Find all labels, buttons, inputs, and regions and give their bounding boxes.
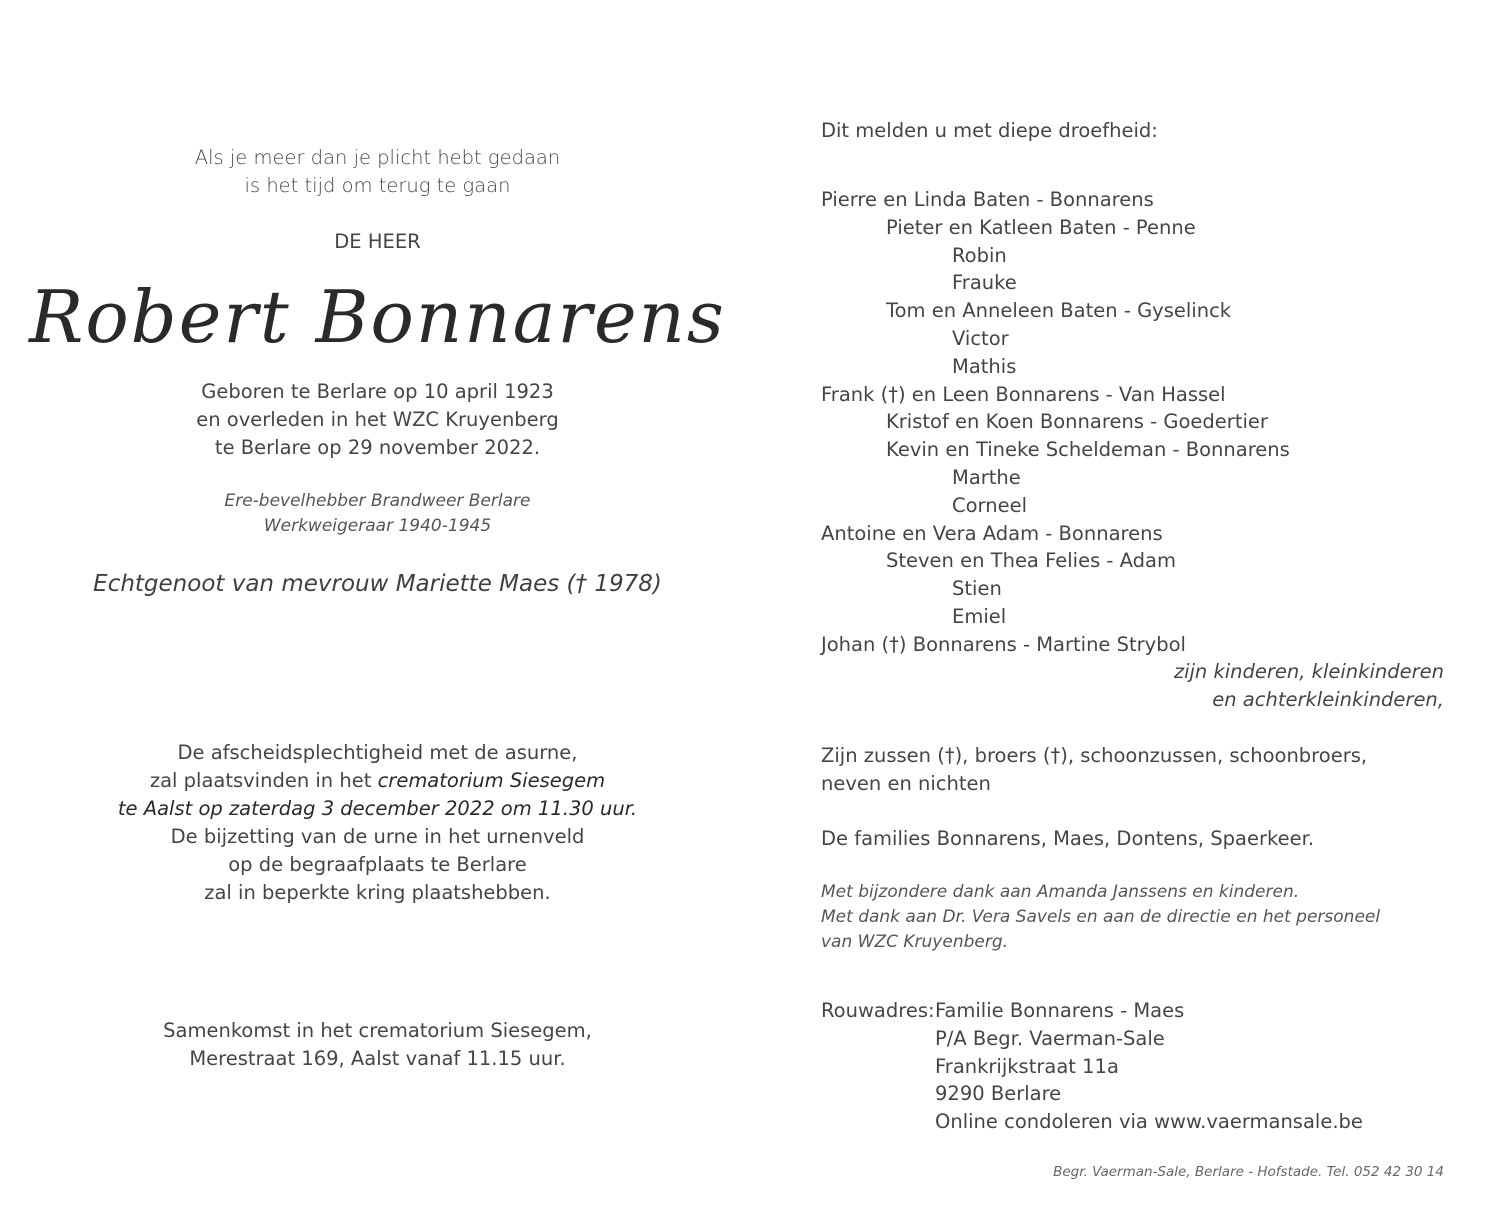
siblings	[821, 742, 1367, 798]
family-member: Kristof en Koen Bonnarens - Goedertier	[886, 410, 1268, 434]
family-member: Antoine en Vera Adam - Bonnarens	[821, 521, 1163, 545]
family-member: Frank (†) en Leen Bonnarens - Van Hassel	[821, 382, 1226, 406]
mourning-address	[821, 997, 1363, 1136]
address-line: P/A Begr. Vaerman-Sale	[935, 1026, 1165, 1050]
family-member: Frauke	[952, 271, 1017, 295]
family-member: Corneel	[952, 493, 1027, 517]
family-member: Victor	[952, 326, 1009, 350]
siblings-line: Zijn zussen (†), broers (†), schoonzussen, schoonbroers,	[821, 744, 1368, 767]
funeral-home-footer: Begr. Vaerman-Sale, Berlare - Hofstade. Tel. 052 42 30 14	[1053, 1164, 1444, 1180]
family-member: Mathis	[952, 354, 1017, 378]
deceased-name: Robert Bonnarens	[29, 275, 726, 359]
crematorium-name: crematorium Siesegem	[377, 769, 606, 792]
address-line	[821, 997, 1363, 1025]
dates-line: Geboren te Berlare op 10 april 1923	[201, 380, 554, 403]
ceremony-line: op de begraafplaats te Berlare	[228, 853, 527, 876]
spouse-line	[0, 568, 755, 600]
relations-caption	[1174, 658, 1444, 714]
siblings-line: neven en nichten	[821, 772, 991, 795]
family-member: Kevin en Tineke Scheldeman - Bonnarens	[886, 438, 1290, 462]
family-member: Tom en Anneleen Baten - Gyselinck	[886, 299, 1232, 323]
honorific-title	[0, 228, 755, 256]
birth-death-dates	[0, 378, 755, 462]
spouse-text: Echtgenoot van mevrouw Mariette Maes († 1978)	[93, 571, 662, 597]
family-list	[821, 186, 1461, 659]
gathering-line: Merestraat 169, Aalst vanaf 11.15 uur.	[189, 1047, 566, 1070]
acknowledgements	[821, 880, 1380, 955]
honors-line: Ere-bevelhebber Brandweer Berlare	[224, 491, 531, 511]
address-value: Familie Bonnarens - Maes	[935, 999, 1185, 1022]
honors-line: Werkweigeraar 1940-1945	[263, 516, 492, 536]
family-member: Pierre en Linda Baten - Bonnarens	[821, 188, 1154, 211]
family-member: Emiel	[952, 604, 1007, 628]
family-member: Robin	[952, 243, 1007, 267]
address-line: 9290 Berlare	[935, 1082, 1062, 1106]
family-member: Johan (†) Bonnarens - Martine Strybol	[821, 632, 1186, 656]
dates-line: te Berlare op 29 november 2022.	[214, 436, 541, 459]
thanks-line: Met bijzondere dank aan Amanda Janssens en kinderen.	[821, 882, 1300, 902]
gathering-details	[0, 1017, 755, 1073]
ceremony-line: De bijzetting van de urne in het urnenveld	[170, 825, 585, 848]
thanks-line: van WZC Kruyenberg.	[821, 932, 1009, 952]
honors	[0, 489, 755, 539]
ceremony-line: zal in beperkte kring plaatshebben.	[204, 881, 551, 904]
ceremony-details	[0, 739, 755, 907]
address-label: Rouwadres:	[821, 999, 935, 1022]
families: De families Bonnarens, Maes, Dontens, Spaerkeer.	[821, 827, 1315, 850]
family-member: Marthe	[952, 465, 1021, 489]
honorific-title-text: DE HEER	[334, 230, 421, 253]
ceremony-date-time: te Aalst op zaterdag 3 december 2022 om 11.30 uur.	[117, 797, 638, 820]
online-condolence: Online condoleren via www.vaermansale.be	[935, 1110, 1363, 1134]
dates-line: en overleden in het WZC Kruyenberg	[196, 408, 559, 431]
thanks-line: Met dank aan Dr. Vera Savels en aan de directie en het personeel	[821, 907, 1381, 927]
ceremony-line-prefix: zal plaatsvinden in het	[149, 769, 378, 792]
ceremony-line: De afscheidsplechtigheid met de asurne,	[177, 741, 578, 764]
relations-line: zijn kinderen, kleinkinderen	[1173, 660, 1444, 683]
address-line: Frankrijkstraat 11a	[935, 1054, 1119, 1078]
family-member: Stien	[952, 577, 1002, 601]
poem-line: is het tijd om terug te gaan	[244, 174, 511, 197]
ceremony-line	[0, 767, 755, 795]
poem	[0, 144, 755, 200]
poem-line: Als je meer dan je plicht hebt gedaan	[194, 146, 561, 169]
family-member: Steven en Thea Felies - Adam	[886, 549, 1176, 573]
relations-line: en achterkleinkinderen,	[1212, 688, 1444, 711]
gathering-line: Samenkomst in het crematorium Siesegem,	[163, 1019, 592, 1042]
family-member: Pieter en Katleen Baten - Penne	[886, 215, 1196, 239]
right-column	[821, 0, 1461, 1214]
announcement-intro: Dit melden u met diepe droefheid:	[821, 119, 1158, 142]
